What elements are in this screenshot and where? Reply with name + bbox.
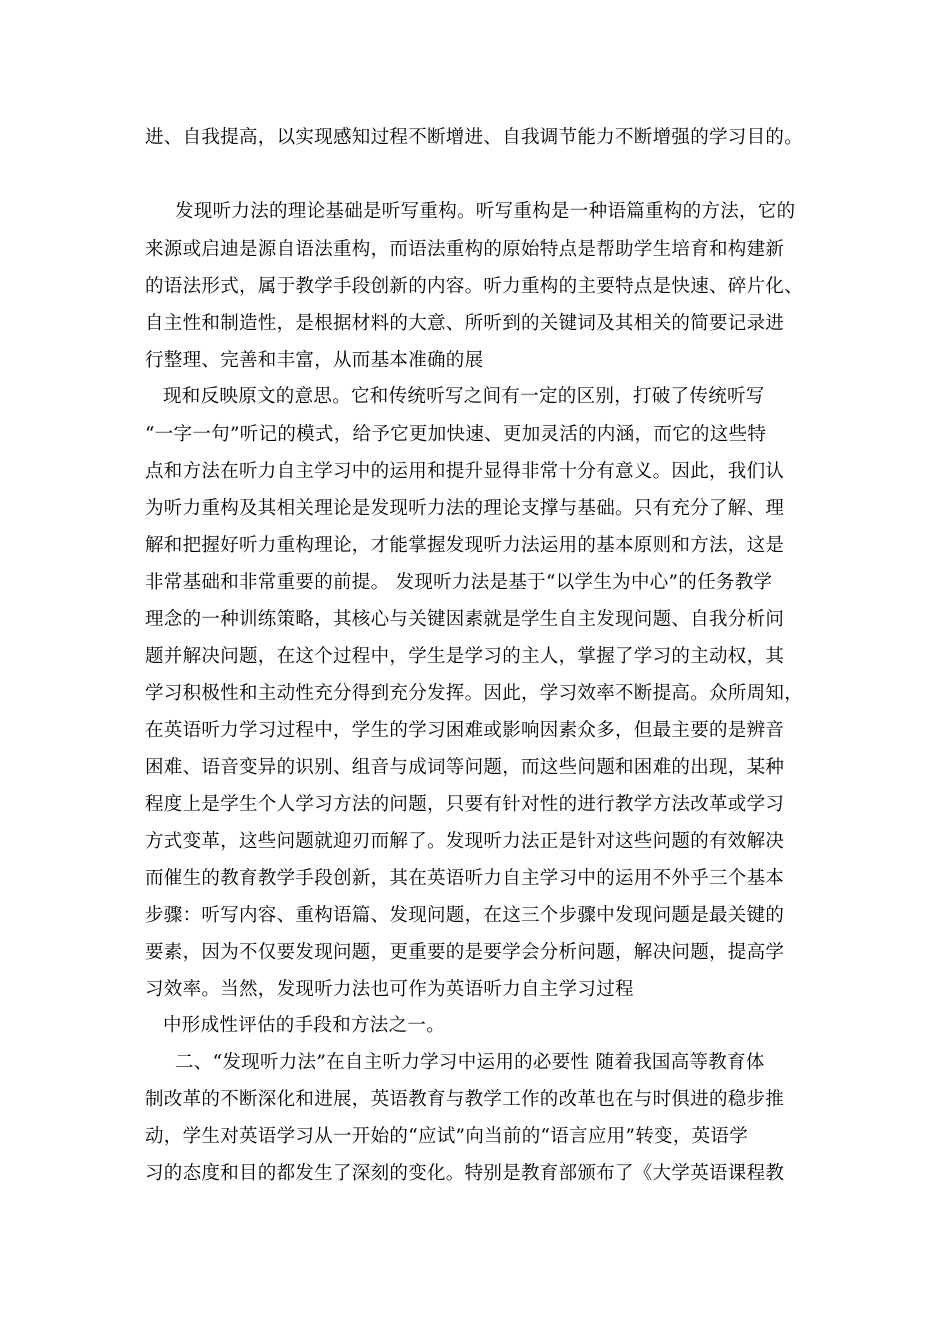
text-line: 自主性和制造性，是根据材料的大意、所听到的关键词及其相关的简要记录进 [145, 313, 785, 334]
section-heading-line: 二、“发现听力法”在自主听力学习中运用的必要性 随着我国高等教育体 [175, 1052, 765, 1073]
text-line: 非常基础和非常重要的前提。 发现听力法是基于“以学生为中心”的任务教学 [145, 572, 773, 593]
text-line: 困难、语音变异的识别、组音与成词等问题，而这些问题和困难的出现，某种 [145, 757, 785, 778]
text-line: 行整理、完善和丰富，从而基本准确的展 [145, 350, 484, 371]
text-line: 题并解决问题，在这个过程中，学生是学习的主人，掌握了学习的主动权，其 [145, 646, 785, 667]
text-line: 学习积极性和主动性充分得到充分发挥。因此，学习效率不断提高。众所周知， [145, 683, 804, 704]
text-line: 为听力重构及其相关理论是发现听力法的理论支撑与基础。只有充分了解、理 [145, 498, 785, 519]
text-line: 要素，因为不仅要发现问题，更重要的是要学会分析问题，解决问题，提高学 [145, 942, 785, 963]
text-line: 在英语听力学习过程中，学生的学习困难或影响因素众多，但最主要的是辨音 [145, 720, 785, 741]
text-line: 中形成性评估的手段和方法之一。 [163, 1015, 446, 1036]
text-line: 来源或启迪是源自语法重构，而语法重构的原始特点是帮助学生培育和构建新 [145, 239, 785, 260]
text-line: 点和方法在听力自主学习中的运用和提升显得非常十分有意义。因此，我们认 [145, 461, 785, 482]
text-line: 解和把握好听力重构理论，才能掌握发现听力法运用的基本原则和方法，这是 [145, 535, 785, 556]
text-line: 理念的一种训练策略，其核心与关键因素就是学生自主发现问题、自我分析问 [145, 609, 785, 630]
text-line: 习的态度和目的都发生了深刻的变化。特别是教育部颁布了《大学英语课程教 [145, 1163, 785, 1184]
text-line: 现和反映原文的意思。它和传统听写之间有一定的区别，打破了传统听写 [163, 386, 765, 407]
text-line: “一字一句”听记的模式，给予它更加快速、更加灵活的内涵，而它的这些特 [145, 424, 767, 445]
text-line: 方式变革，这些问题就迎刃而解了。发现听力法正是针对这些问题的有效解决 [145, 831, 785, 852]
text-line: 的语法形式，属于教学手段创新的内容。听力重构的主要特点是快速、碎片化、 [145, 276, 804, 297]
text-line: 发现听力法的理论基础是听写重构。听写重构是一种语篇重构的方法，它的 [175, 201, 796, 222]
text-line: 习效率。当然，发现听力法也可作为英语听力自主学习过程 [145, 979, 634, 1000]
text-line: 进、自我提高，以实现感知过程不断增进、自我调节能力不断增强的学习目的。 [145, 127, 804, 148]
text-line: 而催生的教育教学手段创新，其在英语听力自主学习中的运用不外乎三个基本 [145, 868, 785, 889]
text-line: 程度上是学生个人学习方法的问题，只要有针对性的进行教学方法改革或学习 [145, 794, 785, 815]
text-line: 制改革的不断深化和进展，英语教育与教学工作的改革也在与时俱进的稳步推 [145, 1089, 785, 1110]
text-line: 动，学生对英语学习从一开始的“应试”向当前的“语言应用”转变，英语学 [145, 1126, 749, 1147]
text-line: 步骤：听写内容、重构语篇、发现问题，在这三个步骤中发现问题是最关键的 [145, 905, 785, 926]
